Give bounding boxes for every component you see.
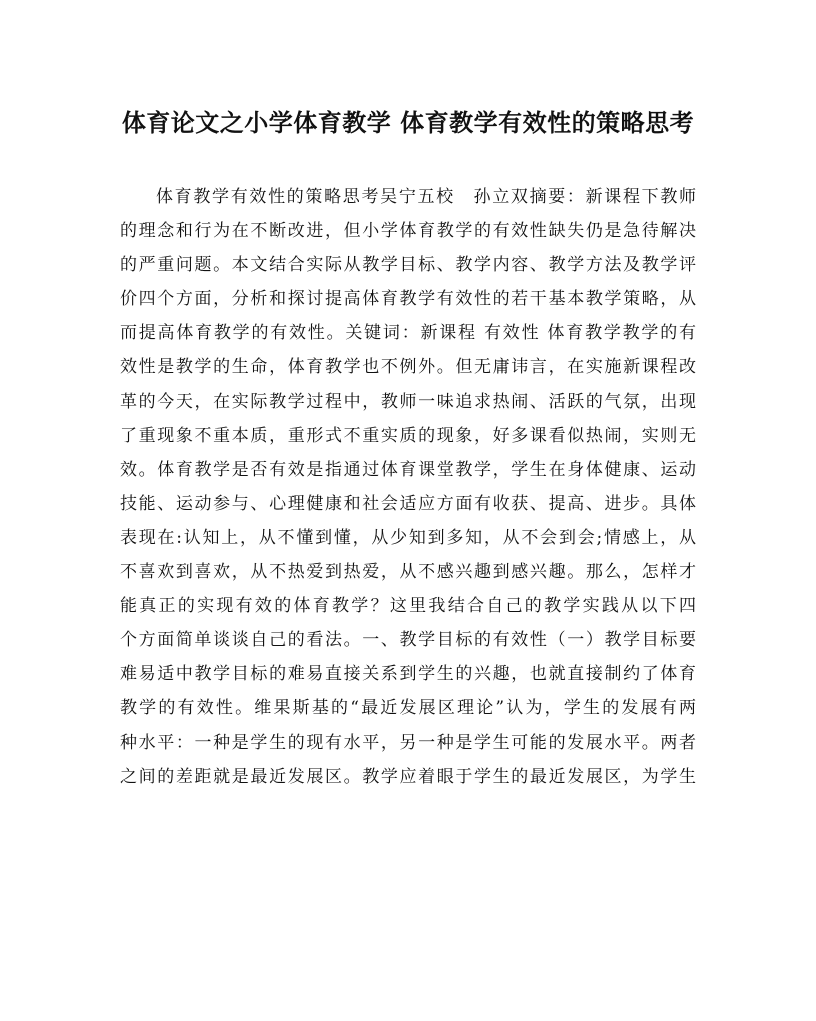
paragraph-line: 体育教学有效性的策略思考吴宁五校 孙立双摘要：新课程下教师 xyxy=(156,187,696,207)
paragraph-line: 种水平：一种是学生的现有水平，另一种是学生可能的发展水平。两者 xyxy=(120,732,696,753)
paragraph-line: 价四个方面，分析和探讨提高体育教学有效性的若干基本教学策略，从 xyxy=(120,289,696,310)
paragraph-line: 不喜欢到喜欢，从不热爱到热爱，从不感兴趣到感兴趣。那么，怎样才 xyxy=(120,562,696,583)
paragraph-line: 能真正的实现有效的体育教学？这里我结合自己的教学实践从以下四 xyxy=(120,596,696,617)
paragraph-line: 了重现象不重本质，重形式不重实质的现象，好多课看似热闹，实则无 xyxy=(120,425,696,446)
paragraph-line: 的严重问题。本文结合实际从教学目标、教学内容、教学方法及教学评 xyxy=(120,255,696,276)
paragraph-line: 个方面简单谈谈自己的看法。一、教学目标的有效性（一）教学目标要 xyxy=(120,630,696,651)
paragraph-line: 的理念和行为在不断改进，但小学体育教学的有效性缺失仍是急待解决 xyxy=(120,221,696,242)
document-title: 体育论文之小学体育教学 体育教学有效性的策略思考 xyxy=(121,108,695,137)
paragraph-line: 而提高体育教学的有效性。关键词：新课程 有效性 体育教学教学的有 xyxy=(120,323,696,344)
paragraph-line: 表现在:认知上，从不懂到懂，从少知到多知，从不会到会;情感上，从 xyxy=(120,527,696,548)
paragraph-line: 教学的有效性。维果斯基的“最近发展区理论”认为，学生的发展有两 xyxy=(120,698,696,719)
document-body xyxy=(120,180,696,794)
paragraph-line: 难易适中教学目标的难易直接关系到学生的兴趣，也就直接制约了体育 xyxy=(120,664,696,685)
paragraph-line: 技能、运动参与、心理健康和社会适应方面有收获、提高、进步。具体 xyxy=(120,493,696,514)
paragraph-line: 效性是教学的生命，体育教学也不例外。但无庸讳言，在实施新课程改 xyxy=(120,357,696,378)
paragraph-line: 之间的差距就是最近发展区。教学应着眼于学生的最近发展区，为学生 xyxy=(120,766,696,787)
paragraph-line: 革的今天，在实际教学过程中，教师一味追求热闹、活跃的气氛，出现 xyxy=(120,391,696,412)
paragraph-line: 效。体育教学是否有效是指通过体育课堂教学，学生在身体健康、运动 xyxy=(120,459,696,480)
